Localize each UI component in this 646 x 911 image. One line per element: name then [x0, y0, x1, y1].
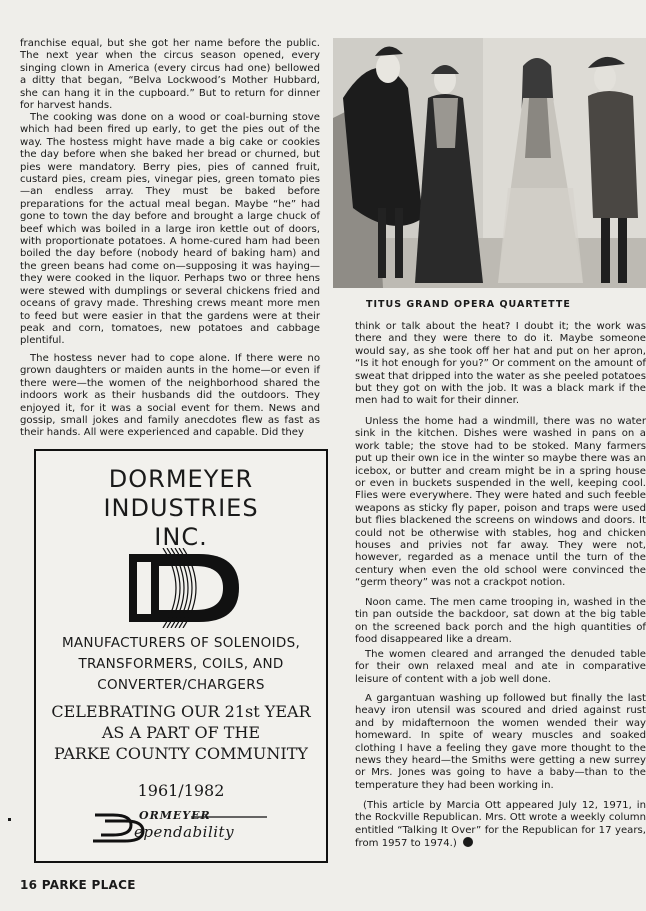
article-paragraph: think or talk about the heat? I doubt it; the work was there and they were there to do it. Maybe someone would say, as she took off her hat and put on her apron, “Is it hot enough for you?” Or comment on the amount of sweat that dripped into the water as she peeled potatoes but they got on with the job. It was a black mark if the men had to wait for their dinner. — [355, 321, 646, 407]
ad-company-name: DORMEYER INDUSTRIES INC. — [103, 465, 259, 551]
end-bullet-icon — [463, 837, 473, 847]
article-paragraph: The hostess never had to cope alone. If there were no grown daughters or maiden aunts in the home—or even if there were—the women of the neighborhood shared the indoors work as their husbands did the outdoors. They enjoyed it, for it was a social event for them. News and gossip, small jokes and family anecdotes flew as fast as their hands. All were experienced and capable. Did they — [20, 353, 320, 439]
ad-products-text: MANUFACTURERS OF SOLENOIDS, TRANSFORMERS, COILS, AND CONVERTER/CHARGERS — [61, 635, 301, 693]
photo-caption: TITUS GRAND OPERA QUARTETTE — [366, 299, 571, 310]
source-note-text: (This article by Marcia Ott appeared July 12, 1971, in the Rockville Republican. Mrs. Ott wrote a weekly column entitled “Talking It Over” for the Republican for 17 years, from 1957 to 1974.) — [355, 800, 646, 850]
ad-years: 1961/1982 — [137, 781, 225, 800]
ad-slogan-line-1: ORMEYER — [139, 809, 211, 822]
article-paragraph: franchise equal, but she got her name before the public. The next year when the circus season opened, every singing clown in America (every circus had one) bellowed a ditty that began, “Belva Lockwood’s Mother Hubbard, she can hang it in the cupboard.” But to return for dinner for harvest hands. — [20, 38, 320, 112]
article-source-note — [355, 800, 646, 851]
page-folio: 16 PARKE PLACE — [20, 878, 136, 892]
opera-quartette-photo — [333, 38, 646, 288]
ad-slogan-line-2: ependability — [134, 823, 235, 841]
article-paragraph: The women cleared and arranged the denuded table for their own relaxed meal and ate in comparative leisure of content with a job well done. — [355, 649, 646, 685]
article-paragraph: The cooking was done on a wood or coal-burning stove which had been fired up early, to get the pies out of the way. The hostess might have made a big cake or cookies the day before when she baked her bread or churned, but pies were mandatory. Berry pies, pies of canned fruit, custard pies, cream pies, vinegar pies, green tomato pies—an endless array. They must be baked before preparations for the actual meal began. Maybe “he” had gone to town the day before and brought a large chuck of beef which was boiled in a large iron kettle out of doors, with proportionate potatoes. A home-cured ham had been boiled the day before (nobody heard of baking ham) and the green beans had come on—supposing it was haying—they were cooked in the liquor. Perhaps two or three hens were stewed with dumplings or several chickens fried and oceans of gravy made. Threshing crews meant more men to feed but were easier in that the gardens were at their peak and corn, tomatoes, new potatoes and cabbage plentiful. — [20, 112, 320, 347]
margin-mark — [8, 818, 11, 821]
ad-anniversary-text: CELEBRATING OUR 21st YEAR AS A PART OF THE PARKE COUNTY COMMUNITY — [51, 702, 311, 763]
dormeyer-advertisement — [34, 449, 328, 863]
dormeyer-logo-icon — [129, 548, 241, 628]
photo-image — [333, 38, 646, 288]
article-paragraph: A gargantuan washing up followed but finally the last heavy iron utensil was scoured and dried against rust and by midafternoon the women wended their way homeward. In spite of weary muscles and soaked clothing I have a feeling they gave more thought to the news they heard—the Smiths were getting a new surrey or Mrs. Jones was going to have a baby—than to the temperature they had been working in. — [355, 693, 646, 791]
article-paragraph: Noon came. The men came trooping in, washed in the tin pan outside the backdoor, sat down at the big table on the screened back porch and the high quantities of food disappeared like a dream. — [355, 597, 646, 646]
article-paragraph: Unless the home had a windmill, there was no water sink in the kitchen. Dishes were washed in pans on a work table; the stove had to be stoked. Many farmers put up their own ice in the winter so maybe there was an icebox, or butter and cream might be in a spring house or even in buckets suspended in the well, keeping cool. Flies were everywhere. They were hated and such feeble weapons as sticky fly paper, poison and traps were used but flies blackened the screens on windows and doors. It could not be otherwise with stables, hog and chicken houses and privies not far away. They were not, however, regarded as a menace until the turn of the century when even the old school were convinced the “germ theory” was not a crackpot notion. — [355, 416, 646, 589]
